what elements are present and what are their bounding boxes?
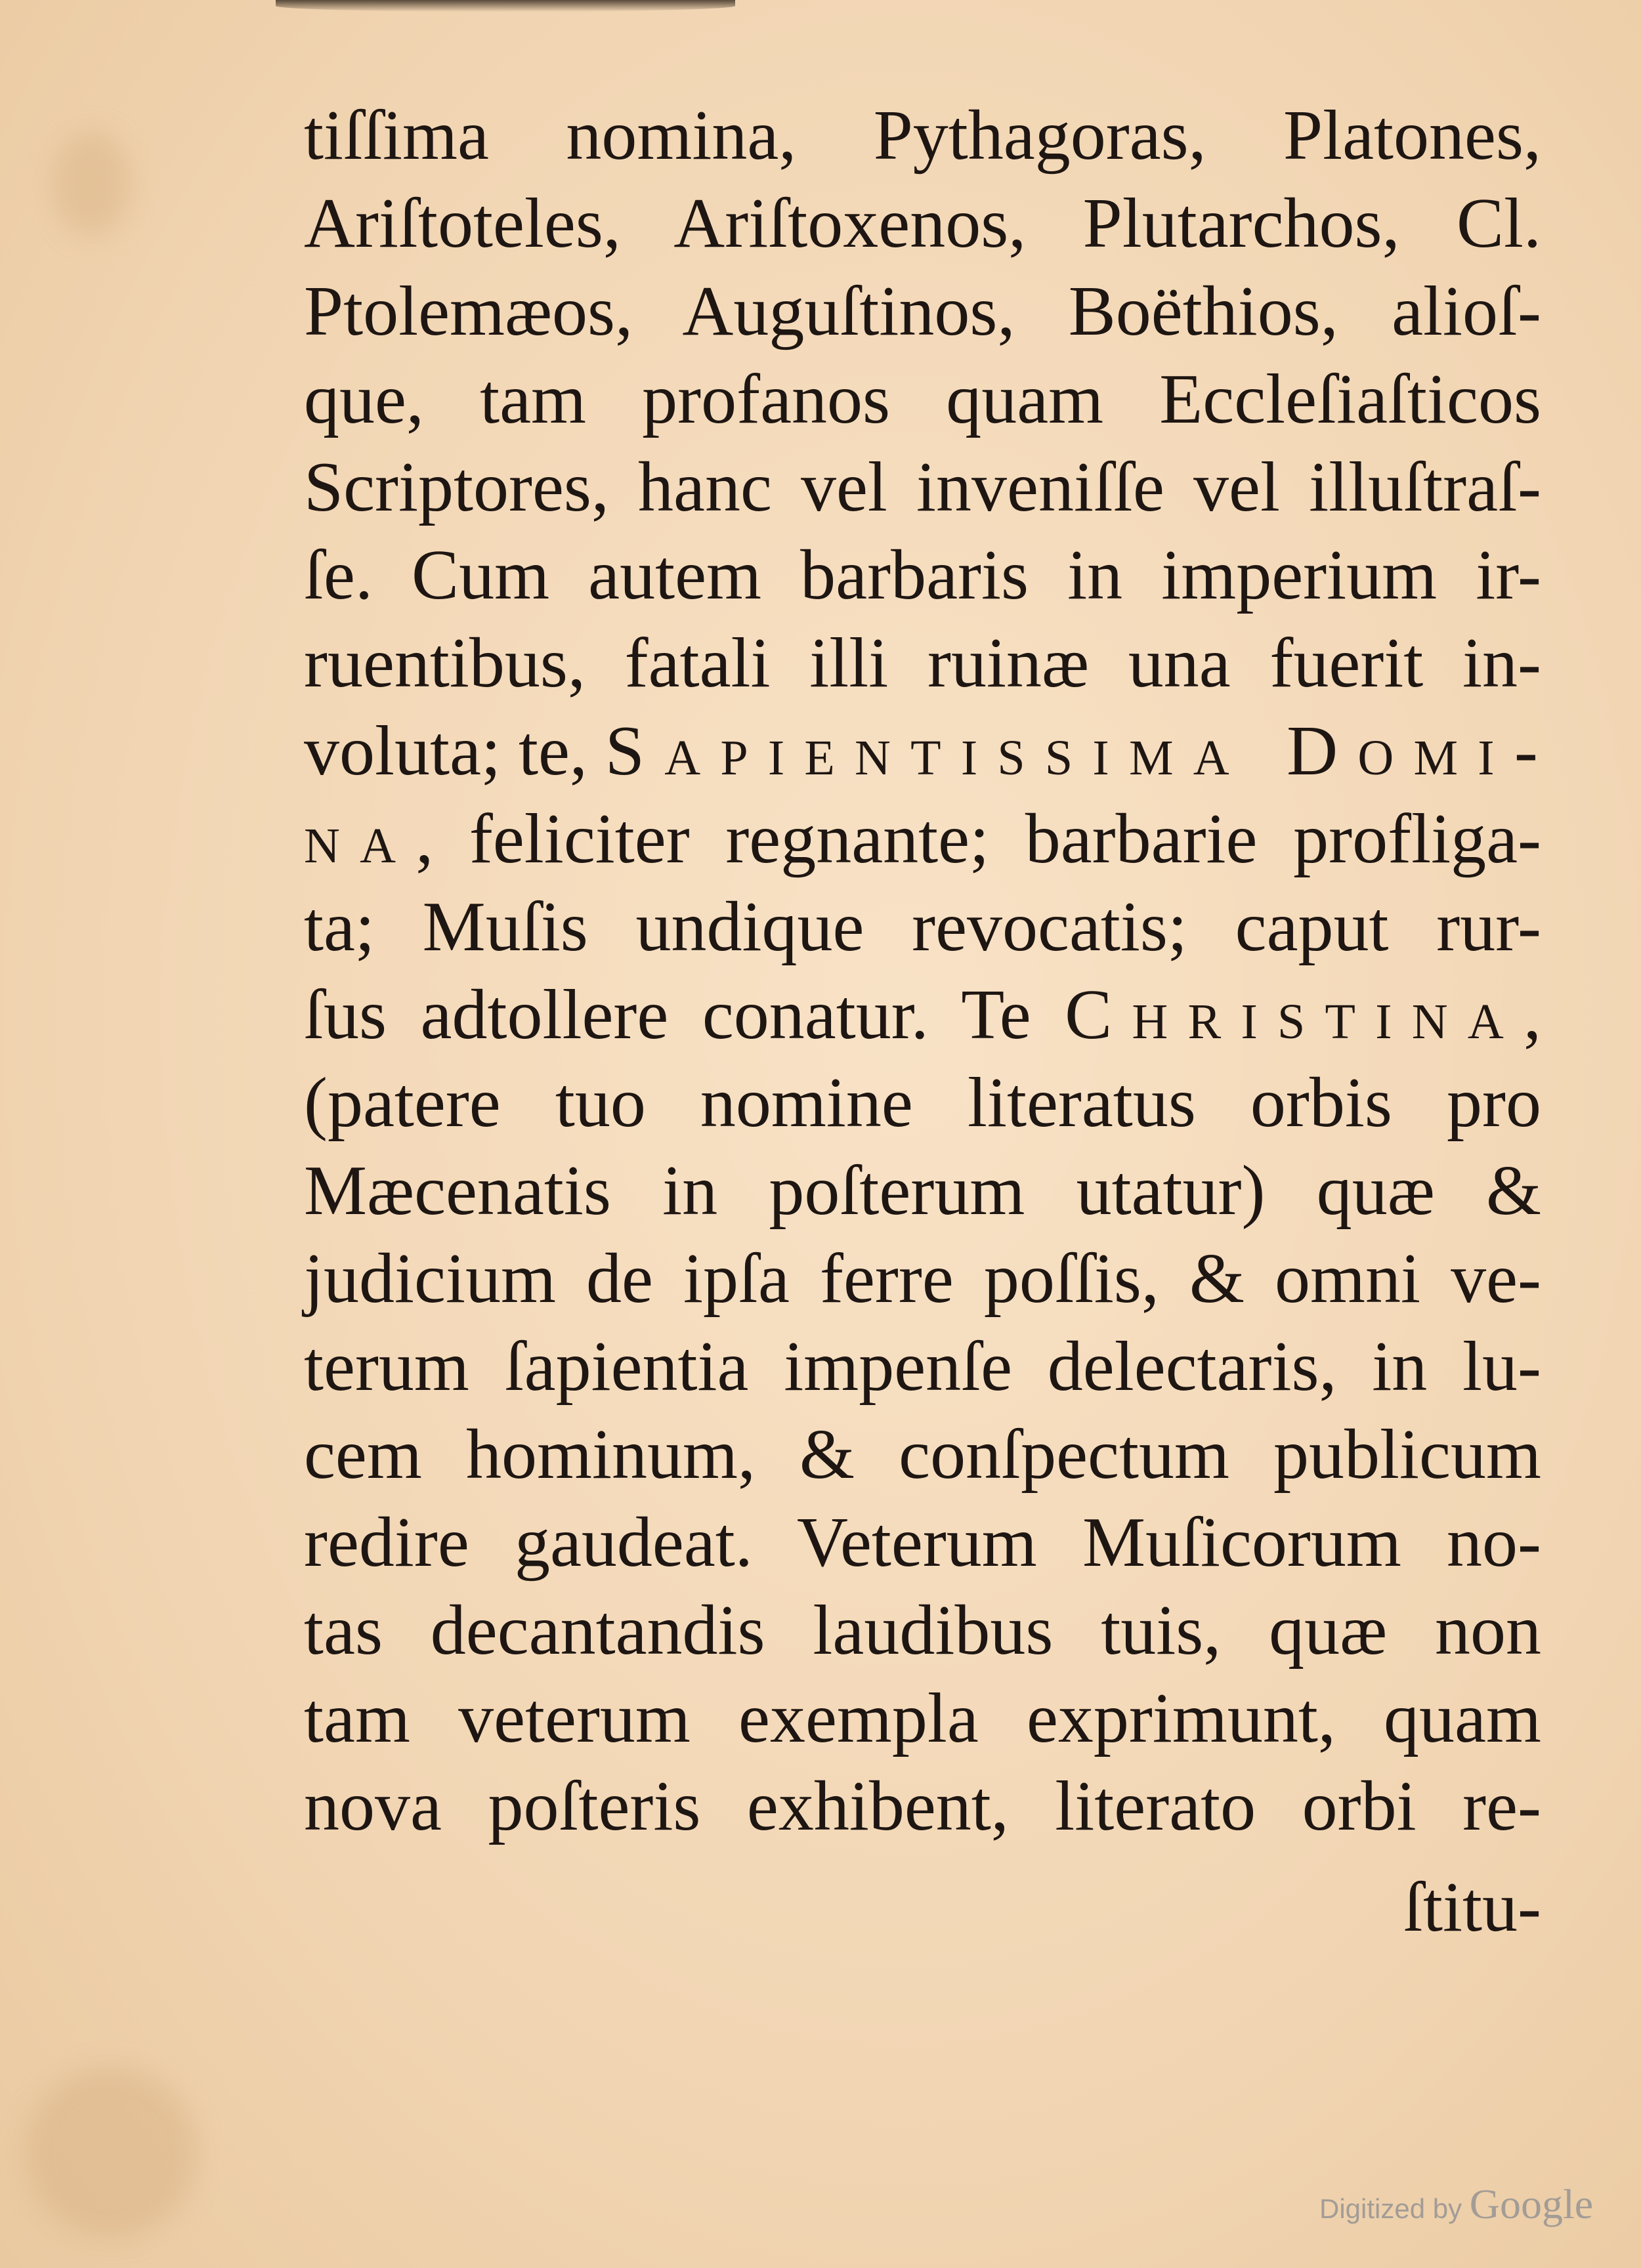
text-line bbox=[304, 1763, 1541, 1851]
text-segment: que, tam profanos quam Eccleſiaſticos bbox=[304, 360, 1541, 438]
text-line bbox=[304, 1587, 1541, 1675]
text-line bbox=[304, 92, 1541, 180]
text-segment: , bbox=[1524, 976, 1541, 1054]
text-line bbox=[304, 1059, 1541, 1147]
text-line bbox=[304, 532, 1541, 620]
text-segment: tam veterum exempla exprimunt, quam bbox=[304, 1679, 1541, 1757]
text-segment: Mæcenatis in poſterum utatur) quæ & bbox=[304, 1152, 1541, 1230]
text-segment: nova poſteris exhibent, literato orbi re- bbox=[304, 1767, 1541, 1845]
text-segment: ruentibus, fatali illi ruinæ una fuerit in- bbox=[304, 624, 1541, 702]
text-segment: ta; Muſis undique revocatis; caput rur- bbox=[304, 888, 1541, 966]
text-line bbox=[304, 1675, 1541, 1763]
catchword: ſtitu- bbox=[1403, 1868, 1541, 1946]
text-segment: , feliciter regnante; barbarie profliga- bbox=[416, 800, 1541, 878]
digitized-by-google-watermark bbox=[1319, 2180, 1593, 2229]
text-line bbox=[304, 1147, 1541, 1235]
text-segment: terum ſapientia impenſe delectaris, in lu- bbox=[304, 1328, 1541, 1406]
text-line bbox=[304, 971, 1541, 1059]
text-line bbox=[304, 444, 1541, 532]
text-segment: Scriptores, hanc vel inveniſſe vel illuſtraſ- bbox=[304, 448, 1541, 526]
text-segment: (patere tuo nomine literatus orbis pro bbox=[304, 1064, 1541, 1142]
watermark-prefix: Digitized by bbox=[1319, 2193, 1462, 2224]
text-segment: redire gaudeat. Veterum Muſicorum no- bbox=[304, 1503, 1541, 1582]
text-line bbox=[304, 1499, 1541, 1587]
small-caps-text: na bbox=[304, 800, 416, 878]
small-caps-text: Christina bbox=[1065, 976, 1524, 1054]
text-segment: ſus adtollere conatur. Te bbox=[304, 976, 1065, 1054]
text-segment: ſe. Cum autem barbaris in imperium ir- bbox=[304, 536, 1541, 614]
text-segment: cem hominum, & conſpectum publicum bbox=[304, 1416, 1541, 1494]
text-segment: voluta; te, bbox=[304, 712, 605, 790]
text-line bbox=[304, 707, 1558, 795]
text-line bbox=[304, 883, 1541, 971]
text-line bbox=[304, 1235, 1541, 1323]
text-segment: tiſſima nomina, Pythagoras, Platones, bbox=[304, 96, 1541, 175]
paper-stain bbox=[53, 131, 131, 236]
watermark-brand: Google bbox=[1469, 2181, 1594, 2227]
text-line bbox=[304, 1323, 1541, 1411]
text-line bbox=[304, 180, 1541, 268]
text-line bbox=[304, 268, 1541, 356]
text-segment: Ptolemæos, Auguſtinos, Boëthios, alioſ- bbox=[304, 272, 1541, 350]
page-edge-shadow bbox=[276, 0, 735, 12]
text-segment: tas decantandis laudibus tuis, quæ non bbox=[304, 1591, 1541, 1670]
small-caps-text: Sapientissima Domi- bbox=[605, 712, 1558, 790]
paper-stain bbox=[26, 2067, 197, 2238]
text-line bbox=[304, 1411, 1541, 1499]
text-segment: judicium de ipſa ferre poſſis, & omni ve- bbox=[304, 1240, 1541, 1318]
text-line bbox=[304, 356, 1541, 444]
text-line bbox=[304, 795, 1541, 883]
text-segment: Ariſtoteles, Ariſtoxenos, Plutarchos, Cl. bbox=[304, 184, 1541, 262]
text-line bbox=[304, 620, 1541, 707]
